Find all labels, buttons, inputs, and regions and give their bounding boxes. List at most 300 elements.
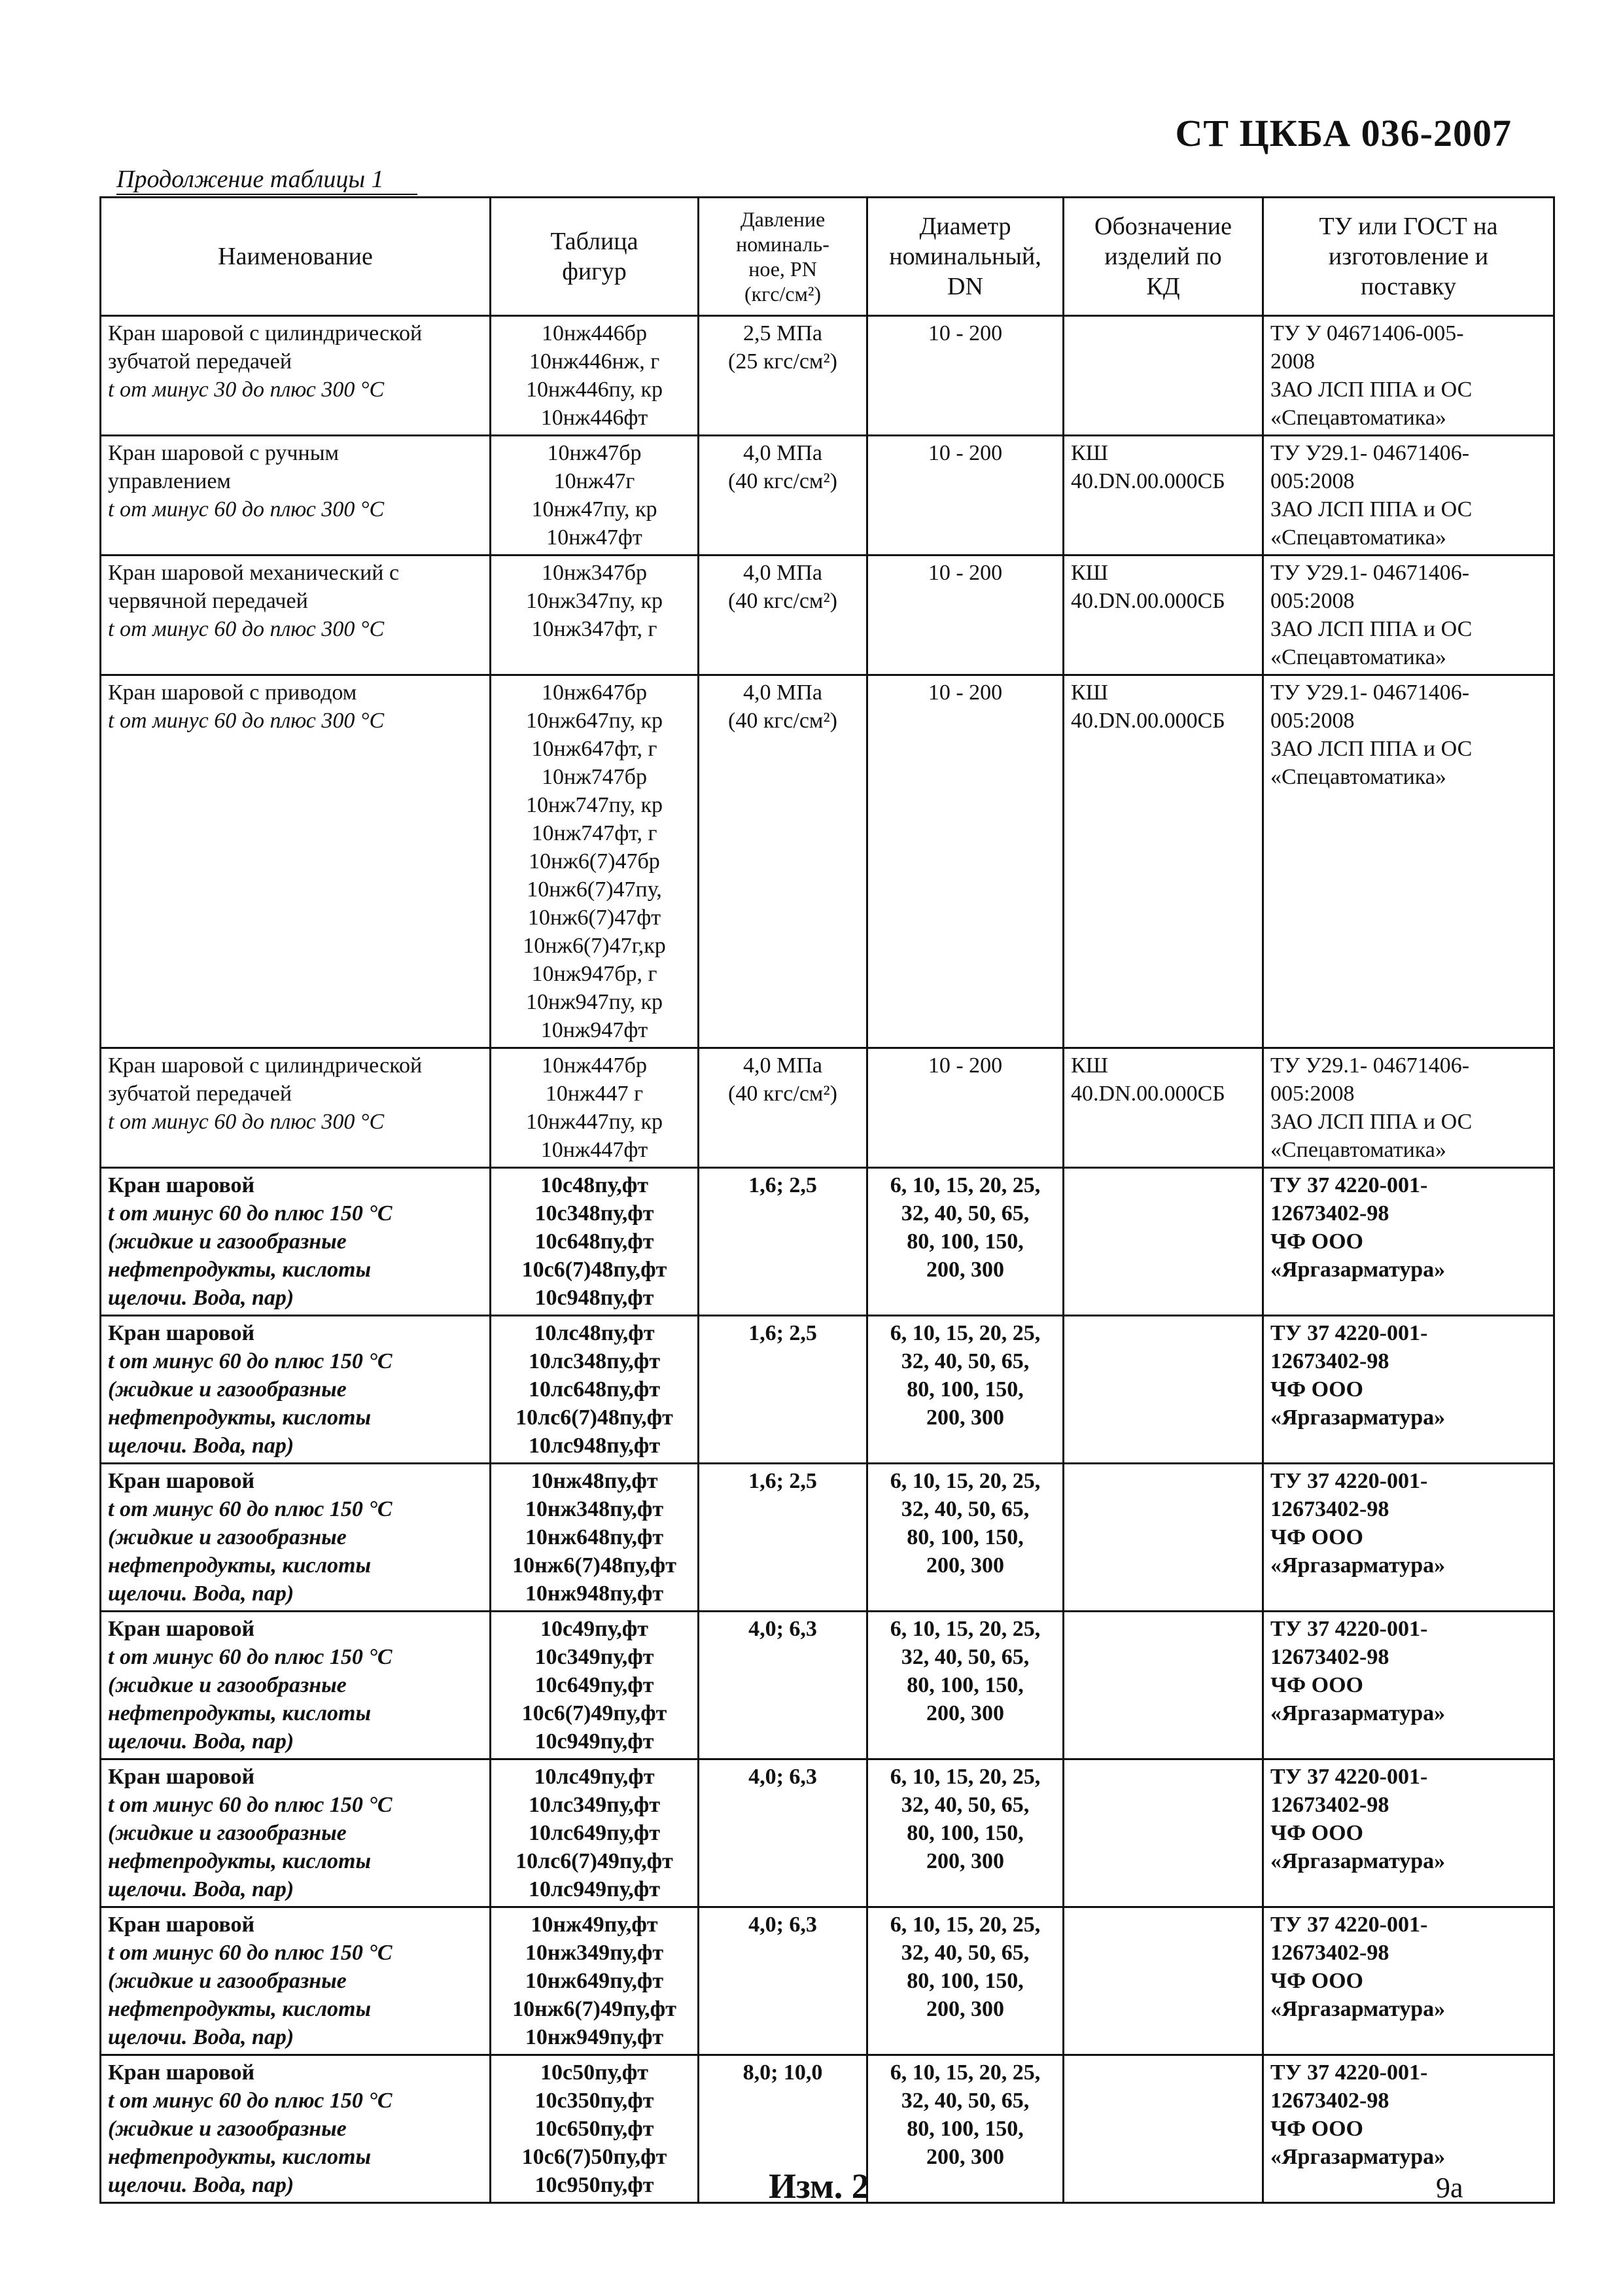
cell-line: t от минус 60 до плюс 300 °С [108,617,385,641]
cell-line: 12673402-98 [1270,1497,1389,1521]
cell-line: ТУ У29.1- 04671406- [1270,441,1470,465]
cell-standard [1263,1048,1554,1168]
cell-line: 10нж948пу,фт [525,1581,664,1606]
cell-line: 80, 100, 150, [907,1821,1024,1845]
cell-name [101,1168,491,1316]
cell-line: 10нж6(7)47бр [529,849,660,874]
cell-designation [1064,1316,1263,1464]
cell-line: 10 - 200 [928,680,1003,705]
cell-line: 6, 10, 15, 20, 25, [890,1617,1041,1641]
cell-line: 10нж48пу,фт [531,1469,658,1493]
cell-line: ЧФ ООО [1270,1229,1363,1254]
cell-line: КШ [1071,441,1108,465]
document-code: СТ ЦКБА 036-2007 [1175,112,1512,154]
cell-line: зубчатой передачей [108,1082,292,1106]
cell-line: 10нж6(7)48пу,фт [512,1553,676,1578]
cell-line: 200, 300 [926,1553,1004,1578]
table-body [101,316,1554,2203]
cell-line: Кран шаровой с цилиндрической [108,321,423,345]
cell-line: ЗАО ЛСП ППА и ОС [1270,617,1473,641]
cell-line: (40 кгс/см²) [728,1082,837,1106]
cell-line: 10нж47пу, кр [531,497,657,521]
cell-standard [1263,1168,1554,1316]
cell-line: КШ [1071,1053,1108,1078]
cell-line: 10нж648пу,фт [525,1525,664,1549]
cell-line: 10нж446пу, кр [526,378,663,402]
cell-diameter [867,1612,1064,1759]
cell-line: t от минус 60 до плюс 150 °С [108,1941,393,1965]
cell-figures [491,1464,699,1612]
cell-line: 32, 40, 50, 65, [901,2089,1030,2113]
cell-standard [1263,1612,1554,1759]
cell-line: КШ [1071,680,1108,705]
cell-name [101,1759,491,1907]
cell-line: t от минус 60 до плюс 150 °С [108,1349,393,1373]
cell-line: 40.DN.00.000СБ [1071,1082,1225,1106]
cell-designation [1064,556,1263,675]
cell-designation [1064,2055,1263,2203]
cell-pressure [699,1759,867,1907]
cell-figures [491,556,699,675]
cell-line: 4,0 МПа [743,441,822,465]
cell-line: 10нж446фт [540,406,648,430]
cell-line: ТУ 37 4220-001- [1270,1913,1428,1937]
cell-line: 10 - 200 [928,321,1003,345]
cell-line: 6, 10, 15, 20, 25, [890,1913,1041,1937]
cell-line: управлением [108,469,231,493]
cell-pressure [699,1612,867,1759]
cell-line: 10 - 200 [928,561,1003,585]
cell-line: нефтепродукты, кислоты [108,1997,372,2021]
cell-line: 10нж947бр, г [531,962,657,986]
cell-line: (кгс/см²) [744,282,822,306]
cell-line: ЧФ ООО [1270,2117,1363,2141]
cell-line: (40 кгс/см²) [728,589,837,613]
cell-line: 32, 40, 50, 65, [901,1349,1030,1373]
cell-line: (40 кгс/см²) [728,469,837,493]
cell-line: «Яргазарматура» [1270,1701,1446,1725]
cell-line: Кран шаровой [108,1321,255,1345]
cell-line: 10нж447 г [545,1082,644,1106]
cell-line: 4,0 МПа [743,680,822,705]
cell-line: 10с348пу,фт [534,1201,654,1226]
cell-line: (жидкие и газообразные [108,1229,347,1254]
cell-line: 8,0; 10,0 [742,2060,823,2085]
cell-figures [491,675,699,1048]
cell-line: ТУ У29.1- 04671406- [1270,561,1470,585]
cell-diameter [867,1316,1064,1464]
cell-standard [1263,675,1554,1048]
cell-diameter [867,556,1064,675]
cell-line: 10с6(7)49пу,фт [521,1701,667,1725]
cell-standard [1263,1316,1554,1464]
header-name [101,198,491,316]
cell-line: 10лс649пу,фт [528,1821,661,1845]
cell-line: 10нж447пу, кр [526,1110,663,1134]
cell-line: 12673402-98 [1270,2089,1389,2113]
cell-line: 80, 100, 150, [907,1377,1024,1402]
cell-designation [1064,675,1263,1048]
cell-line: щелочи. Вода, пар) [108,2025,294,2049]
cell-figures [491,1168,699,1316]
cell-line: 6, 10, 15, 20, 25, [890,1173,1041,1197]
cell-line: (жидкие и газообразные [108,1821,347,1845]
cell-line: 005:2008 [1270,469,1355,493]
header-standard [1263,198,1554,316]
cell-line: Кран шаровой механический с [108,561,400,585]
cell-standard [1263,1759,1554,1907]
cell-line: 10нж6(7)49пу,фт [512,1997,676,2021]
cell-figures [491,316,699,436]
cell-line: ЧФ ООО [1270,1969,1363,1993]
cell-line: 10нж747пу, кр [526,793,663,817]
cell-line: 10лс6(7)49пу,фт [515,1849,673,1873]
cell-line: «Спецавтоматика» [1270,1138,1446,1162]
cell-line: (жидкие и газообразные [108,2117,347,2141]
cell-line: 10нж49пу,фт [531,1913,658,1937]
cell-pressure [699,1907,867,2055]
cell-line: зубчатой передачей [108,349,292,374]
cell-line: 1,6; 2,5 [748,1321,817,1345]
cell-line: «Спецавтоматика» [1270,406,1446,430]
cell-line: Кран шаровой [108,1765,255,1789]
cell-name [101,1612,491,1759]
table-row [101,675,1554,1048]
cell-line: 10 - 200 [928,441,1003,465]
cell-line: ЗАО ЛСП ППА и ОС [1270,1110,1473,1134]
cell-line: 32, 40, 50, 65, [901,1201,1030,1226]
cell-line: (25 кгс/см²) [728,349,837,374]
cell-line: 10с650пу,фт [534,2117,654,2141]
cell-line: ЧФ ООО [1270,1377,1363,1402]
cell-line: 10с649пу,фт [534,1673,654,1697]
cell-line: Кран шаровой [108,1617,255,1641]
cell-figures [491,1907,699,2055]
cell-line: «Яргазарматура» [1270,2145,1446,2169]
cell-line: ЧФ ООО [1270,1821,1363,1845]
cell-pressure [699,675,867,1048]
cell-line: Обозначение [1094,213,1232,240]
cell-line: «Яргазарматура» [1270,1258,1446,1282]
cell-line: «Спецавтоматика» [1270,525,1446,550]
cell-line: 10с948пу,фт [534,1286,654,1310]
cell-line: 1,6; 2,5 [748,1469,817,1493]
cell-line: 12673402-98 [1270,1201,1389,1226]
cell-line: Наименование [218,243,373,270]
cell-line: 12673402-98 [1270,1349,1389,1373]
cell-diameter [867,2055,1064,2203]
cell-line: 4,0; 6,3 [748,1913,817,1937]
cell-line: 6, 10, 15, 20, 25, [890,2060,1041,2085]
cell-line: «Яргазарматура» [1270,1849,1446,1873]
cell-figures [491,1759,699,1907]
cell-line: 200, 300 [926,1701,1004,1725]
cell-line: 10с49пу,фт [540,1617,648,1641]
cell-line: ТУ 37 4220-001- [1270,1173,1428,1197]
cell-name [101,1316,491,1464]
cell-standard [1263,1464,1554,1612]
cell-line: 10нж6(7)47пу, [527,877,662,902]
cell-line: щелочи. Вода, пар) [108,1581,294,1606]
cell-line: 10с6(7)50пу,фт [521,2145,667,2169]
cell-designation [1064,436,1263,556]
cell-line: ТУ 37 4220-001- [1270,2060,1428,2085]
cell-line: 4,0 МПа [743,1053,822,1078]
cell-line: 10с950пу,фт [534,2173,654,2197]
cell-pressure [699,1316,867,1464]
cell-line: (жидкие и газообразные [108,1377,347,1402]
table-row [101,1907,1554,2055]
cell-line: 10нж347фт, г [531,617,657,641]
cell-line: 005:2008 [1270,709,1355,733]
cell-name [101,1907,491,2055]
cell-standard [1263,2055,1554,2203]
cell-line: 32, 40, 50, 65, [901,1645,1030,1669]
cell-line: ЗАО ЛСП ППА и ОС [1270,378,1473,402]
cell-line: 10лс949пу,фт [528,1877,661,1901]
cell-line: нефтепродукты, кислоты [108,1701,372,1725]
cell-diameter [867,1907,1064,2055]
cell-line: червячной передачей [108,589,308,613]
cell-line: 1,6; 2,5 [748,1173,817,1197]
cell-line: ТУ У29.1- 04671406- [1270,1053,1470,1078]
cell-diameter [867,436,1064,556]
cell-line: 10нж349пу,фт [525,1941,664,1965]
table-header-row [101,198,1554,316]
cell-line: 32, 40, 50, 65, [901,1941,1030,1965]
cell-line: 10нж647пу, кр [526,709,663,733]
cell-diameter [867,316,1064,436]
cell-line: Кран шаровой [108,1913,255,1937]
cell-line: 10нж447фт [540,1138,648,1162]
cell-line: 10лс348пу,фт [528,1349,661,1373]
cell-line: 10лс648пу,фт [528,1377,661,1402]
cell-standard [1263,1907,1554,2055]
table-row [101,1316,1554,1464]
cell-line: 10нж446нж, г [529,349,660,374]
cell-line: Кран шаровой с приводом [108,680,357,705]
cell-line: 40.DN.00.000СБ [1071,469,1225,493]
cell-line: Кран шаровой с ручным [108,441,340,465]
header-designation [1064,198,1263,316]
table-row [101,1048,1554,1168]
cell-line: 10нж649пу,фт [525,1969,664,1993]
cell-line: Кран шаровой [108,1173,255,1197]
cell-line: 10нж6(7)47фт [527,906,661,930]
cell-line: 10нж447бр [542,1053,647,1078]
cell-line: 10нж347бр [542,561,647,585]
cell-figures [491,1316,699,1464]
cell-line: 40.DN.00.000СБ [1071,589,1225,613]
cell-line: щелочи. Вода, пар) [108,1286,294,1310]
cell-pressure [699,1168,867,1316]
cell-line: (жидкие и газообразные [108,1525,347,1549]
cell-line: 10с648пу,фт [534,1229,654,1254]
cell-line: 200, 300 [926,1849,1004,1873]
cell-line: 200, 300 [926,2145,1004,2169]
cell-line: t от минус 60 до плюс 150 °С [108,1497,393,1521]
table-row [101,316,1554,436]
cell-line: 6, 10, 15, 20, 25, [890,1469,1041,1493]
cell-line: 200, 300 [926,1997,1004,2021]
cell-line: нефтепродукты, кислоты [108,1849,372,1873]
cell-pressure [699,1464,867,1612]
cell-line: 80, 100, 150, [907,2117,1024,2141]
specification-table [99,196,1555,2204]
table-row [101,1612,1554,1759]
cell-line: t от минус 60 до плюс 150 °С [108,1645,393,1669]
cell-line: изделий по [1104,243,1222,270]
cell-designation [1064,1612,1263,1759]
cell-line: ТУ 37 4220-001- [1270,1765,1428,1789]
cell-line: 10с50пу,фт [540,2060,648,2085]
cell-line: 10с48пу,фт [540,1173,648,1197]
cell-line: «Яргазарматура» [1270,1997,1446,2021]
cell-line: «Яргазарматура» [1270,1405,1446,1430]
cell-line: 10лс6(7)48пу,фт [515,1405,673,1430]
cell-standard [1263,556,1554,675]
cell-line: ЧФ ООО [1270,1673,1363,1697]
cell-line: 4,0 МПа [743,561,822,585]
cell-line: Диаметр [919,213,1011,240]
cell-line: ТУ У29.1- 04671406- [1270,680,1470,705]
cell-line: 10лс48пу,фт [534,1321,655,1345]
cell-line: ТУ 37 4220-001- [1270,1617,1428,1641]
cell-line: поставку [1361,273,1456,300]
cell-line: 10с949пу,фт [534,1729,654,1754]
cell-line: 10нж647бр [542,680,647,705]
cell-line: 10нж747фт, г [531,821,657,845]
header-pressure [699,198,867,316]
cell-name [101,675,491,1048]
cell-line: 10нж47фт [546,525,642,550]
cell-name [101,556,491,675]
cell-line: 10лс49пу,фт [534,1765,655,1789]
cell-line: 10нж446бр [542,321,647,345]
cell-figures [491,1048,699,1168]
cell-designation [1064,1048,1263,1168]
cell-diameter [867,1464,1064,1612]
cell-line: 80, 100, 150, [907,1525,1024,1549]
cell-line: 12673402-98 [1270,1645,1389,1669]
cell-figures [491,1612,699,1759]
cell-line: щелочи. Вода, пар) [108,1434,294,1458]
cell-line: ТУ или ГОСТ на [1319,213,1498,240]
cell-line: Кран шаровой [108,2060,255,2085]
cell-line: 80, 100, 150, [907,1673,1024,1697]
cell-line: нефтепродукты, кислоты [108,1553,372,1578]
cell-line: 80, 100, 150, [907,1229,1024,1254]
cell-line: ЗАО ЛСП ППА и ОС [1270,737,1473,761]
cell-line: 2,5 МПа [743,321,822,345]
cell-line: 10нж747бр [542,765,647,789]
cell-line: Кран шаровой с цилиндрической [108,1053,423,1078]
cell-line: «Спецавтоматика» [1270,645,1446,669]
table-row [101,1168,1554,1316]
cell-diameter [867,1048,1064,1168]
cell-line: 4,0; 6,3 [748,1617,817,1641]
cell-line: 200, 300 [926,1405,1004,1430]
table-row [101,556,1554,675]
cell-line: t от минус 60 до плюс 150 °С [108,1201,393,1226]
cell-line: ТУ 37 4220-001- [1270,1321,1428,1345]
cell-line: КД [1146,273,1180,300]
cell-line: ное, PN [748,257,817,281]
cell-line: t от минус 60 до плюс 300 °С [108,1110,385,1134]
cell-name [101,1048,491,1168]
cell-line: 10лс948пу,фт [528,1434,661,1458]
cell-line: 6, 10, 15, 20, 25, [890,1765,1041,1789]
cell-designation [1064,1168,1263,1316]
cell-line: «Яргазарматура» [1270,1553,1446,1578]
cell-name [101,2055,491,2203]
table-row [101,1759,1554,1907]
revision-label: Изм. 2 [769,2166,869,2206]
cell-line: 10с6(7)48пу,фт [521,1258,667,1282]
header-diameter [867,198,1064,316]
caption-underline [116,194,417,195]
cell-line: 10нж348пу,фт [525,1497,664,1521]
table-row [101,1464,1554,1612]
cell-line: t от минус 30 до плюс 300 °С [108,378,385,402]
cell-line: (жидкие и газообразные [108,1969,347,1993]
cell-line: 40.DN.00.000СБ [1071,709,1225,733]
header-figures [491,198,699,316]
cell-figures [491,436,699,556]
cell-line: 005:2008 [1270,589,1355,613]
cell-pressure [699,436,867,556]
cell-line: DN [947,273,983,300]
cell-line: t от минус 60 до плюс 300 °С [108,709,385,733]
cell-line: Кран шаровой [108,1469,255,1493]
cell-diameter [867,675,1064,1048]
cell-line: 10лс349пу,фт [528,1793,661,1817]
page-number: 9а [1436,2172,1463,2204]
cell-line: 32, 40, 50, 65, [901,1793,1030,1817]
cell-line: 6, 10, 15, 20, 25, [890,1321,1041,1345]
cell-line: 32, 40, 50, 65, [901,1497,1030,1521]
cell-name [101,436,491,556]
cell-line: 10с350пу,фт [534,2089,654,2113]
cell-designation [1064,1464,1263,1612]
cell-line: 005:2008 [1270,1082,1355,1106]
cell-line: t от минус 60 до плюс 150 °С [108,1793,393,1817]
cell-pressure [699,1048,867,1168]
cell-line: Давление [740,207,826,231]
cell-diameter [867,1759,1064,1907]
cell-line: 10с349пу,фт [534,1645,654,1669]
cell-line: изготовление и [1328,243,1489,270]
cell-line: (40 кгс/см²) [728,709,837,733]
cell-line: t от минус 60 до плюс 150 °С [108,2089,393,2113]
cell-line: 200, 300 [926,1258,1004,1282]
cell-line: ТУ У 04671406-005- [1270,321,1464,345]
cell-standard [1263,316,1554,436]
cell-line: номинальный, [889,243,1041,270]
cell-line: 10нж347пу, кр [526,589,663,613]
cell-diameter [867,1168,1064,1316]
cell-line: нефтепродукты, кислоты [108,2145,372,2169]
cell-pressure [699,316,867,436]
cell-line: ЧФ ООО [1270,1525,1363,1549]
cell-line: щелочи. Вода, пар) [108,1877,294,1901]
cell-line: нефтепродукты, кислоты [108,1258,372,1282]
cell-name [101,1464,491,1612]
table-caption: Продолжение таблицы 1 [116,166,384,193]
cell-figures [491,2055,699,2203]
cell-line: 10нж47бр [547,441,642,465]
cell-line: 10нж947пу, кр [526,990,663,1014]
